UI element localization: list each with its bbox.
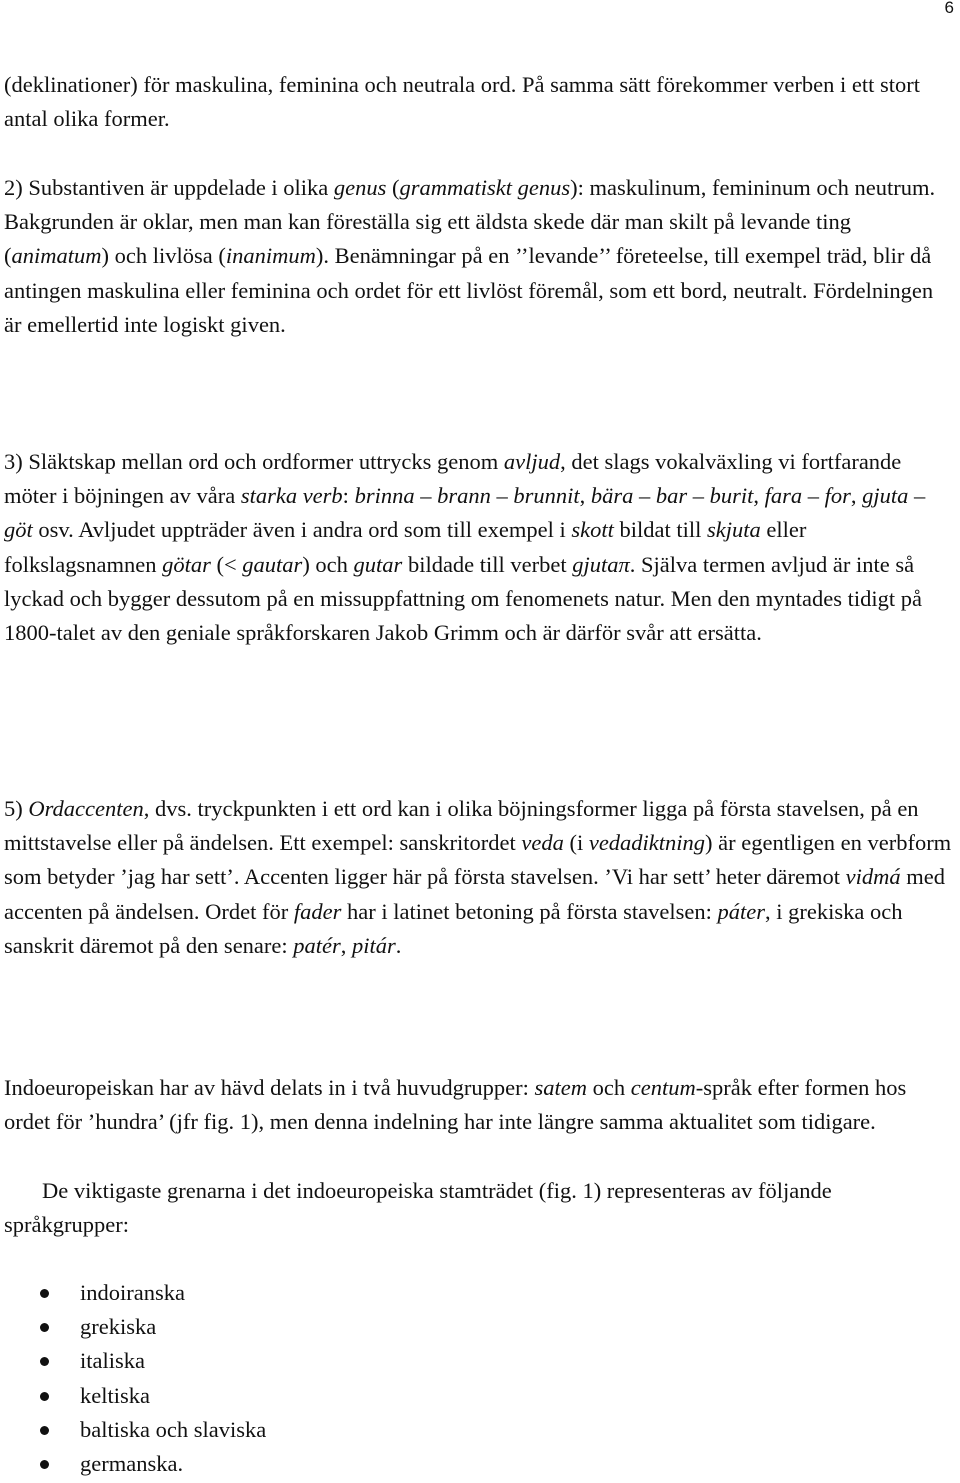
text-run: bildat till [613, 517, 708, 543]
italic-term: gautar [242, 551, 303, 577]
paragraph-main-branches [4, 1174, 952, 1242]
text-run: . [395, 932, 402, 958]
language-groups-list [0, 1276, 266, 1481]
text-run: med accenten på ändelsen. Ordet för [4, 864, 946, 924]
list-item-label: baltiska och slaviska [80, 1416, 267, 1442]
paragraph-declinations [4, 68, 952, 136]
italic-term: inanimum [225, 243, 316, 269]
list-item [0, 1344, 266, 1378]
italic-term: fara – for [764, 483, 851, 509]
list-item [0, 1447, 266, 1481]
italic-term: satem [534, 1075, 587, 1100]
bullet-icon [40, 1426, 49, 1435]
italic-term: vidmá [845, 864, 901, 890]
paragraph-satem-centum [4, 1071, 952, 1139]
text-run: . Själva termen avljud är inte så lyckad och bygger dessutom på en missuppfattning om fenomenets natur. Men den myntades tidigt på 1800-talet av den geniale språkforskaren Jakob Grimm och är därför svår att ersätta. [4, 551, 922, 646]
italic-term: brinna – brann – brunnit [354, 483, 580, 509]
bullet-icon [40, 1460, 49, 1469]
list-item-label: indoiranska [80, 1280, 185, 1305]
text-run: , [850, 483, 863, 509]
list-item-label: grekiska [80, 1314, 157, 1340]
text-run: (< [210, 551, 243, 577]
paragraph-text: De viktigaste grenarna i det indoeuropeiska stamträdet (fig. 1) representeras av följande språkgrupper: [4, 1178, 832, 1238]
italic-term: gjutaπ [572, 551, 630, 577]
list-item [0, 1310, 266, 1344]
bullet-icon [40, 1323, 49, 1332]
italic-term: götar [162, 551, 211, 577]
italic-term: fader [293, 898, 342, 924]
text-run: , [340, 932, 353, 958]
italic-term: skjuta [707, 517, 761, 543]
text-run: , [579, 483, 591, 509]
list-item [0, 1276, 266, 1310]
italic-term: skott [571, 517, 614, 543]
paragraph-avljud [4, 445, 952, 650]
text-run: ). Benämningar på en ’’levande’’ företeelse, till exempel träd, blir då antingen maskulina eller feminina och ordet för ett livlöst föremål, som ett bord, neutralt. Fördelningen är emellertid inte logiskt given. [4, 243, 934, 337]
list-item-label: keltiska [80, 1382, 150, 1408]
list-item-label: germanska. [80, 1451, 184, 1477]
bullet-icon [40, 1392, 49, 1401]
italic-term: avljud [503, 449, 561, 474]
text-run: och [586, 1075, 631, 1100]
text-run: ): maskulinum, femininum och neutrum. Bakgrunden är oklar, men man kan föreställa sig ett äldsta skede där man skilt på levande ting ( [4, 175, 936, 269]
italic-term: Ordaccenten [28, 796, 144, 821]
italic-term: pitár [352, 932, 396, 958]
italic-term: gjuta – göt [4, 483, 926, 543]
italic-term: grammatiskt genus [399, 175, 571, 200]
page-number: 6 [944, 0, 954, 17]
text-run: ) och [302, 551, 354, 577]
paragraph-ordaccent [4, 792, 952, 963]
text-run: , dvs. tryckpunkten i ett ord kan i olika böjningsformer ligga på första stavelsen, på en mittstavelse eller på ändelsen. Ett exempel: sanskritordet [4, 796, 919, 856]
bullet-icon [40, 1357, 49, 1366]
text-run: ) och livlösa ( [101, 243, 226, 269]
list-item-label: italiska [80, 1348, 145, 1374]
text-run: , [753, 483, 765, 509]
text-run: -språk efter formen hos ordet för ’hundra’ (jfr fig. 1), men denna indelning har inte längre samma aktualitet som tidigare. [4, 1075, 907, 1135]
text-run: osv. Avljudet uppträder även i andra ord som till exempel i [32, 517, 572, 543]
italic-term: genus [333, 175, 387, 200]
italic-term: centum [630, 1075, 696, 1100]
list-item [0, 1379, 266, 1413]
list-item [0, 1413, 266, 1447]
text-run: ( [386, 175, 400, 200]
italic-term: animatum [11, 243, 102, 269]
text-run: har i latinet betoning på första stavelsen: [341, 898, 718, 924]
text-run: (i [563, 830, 589, 856]
text-run: Indoeuropeiskan har av hävd delats in i två huvudgrupper: [4, 1075, 535, 1100]
text-run: eller folkslagsnamnen [4, 517, 807, 577]
bullet-icon [40, 1289, 49, 1298]
italic-term: gutar [353, 551, 403, 577]
italic-term: páter [717, 898, 765, 924]
text-run: : [342, 483, 355, 509]
italic-term: bära – bar – burit [590, 483, 754, 509]
text-run: , det slags vokalväxling vi fortfarande möter i böjningen av våra [4, 449, 902, 509]
text-run: 2) Substantiven är uppdelade i olika [4, 175, 334, 200]
text-run: 5) [4, 796, 29, 821]
text-run: , i grekiska och sanskrit däremot på den senare: [4, 898, 903, 958]
paragraph-genus [4, 171, 952, 342]
text-run: 3) Släktskap mellan ord och ordformer uttrycks genom [4, 449, 504, 474]
text-run: bildade till verbet [402, 551, 573, 577]
paragraph-text: (deklinationer) för maskulina, feminina och neutrala ord. På samma sätt förekommer verben i ett stort antal olika former. [4, 72, 920, 132]
italic-term: vedadiktning [588, 830, 706, 856]
italic-term: patér [293, 932, 341, 958]
italic-term: starka verb [240, 483, 343, 509]
italic-term: veda [521, 830, 564, 856]
text-run: ) är egentligen en verbform som betyder ’jag har sett’. Accenten ligger här på första stavelsen. ’Vi har sett’ heter däremot [4, 830, 952, 890]
